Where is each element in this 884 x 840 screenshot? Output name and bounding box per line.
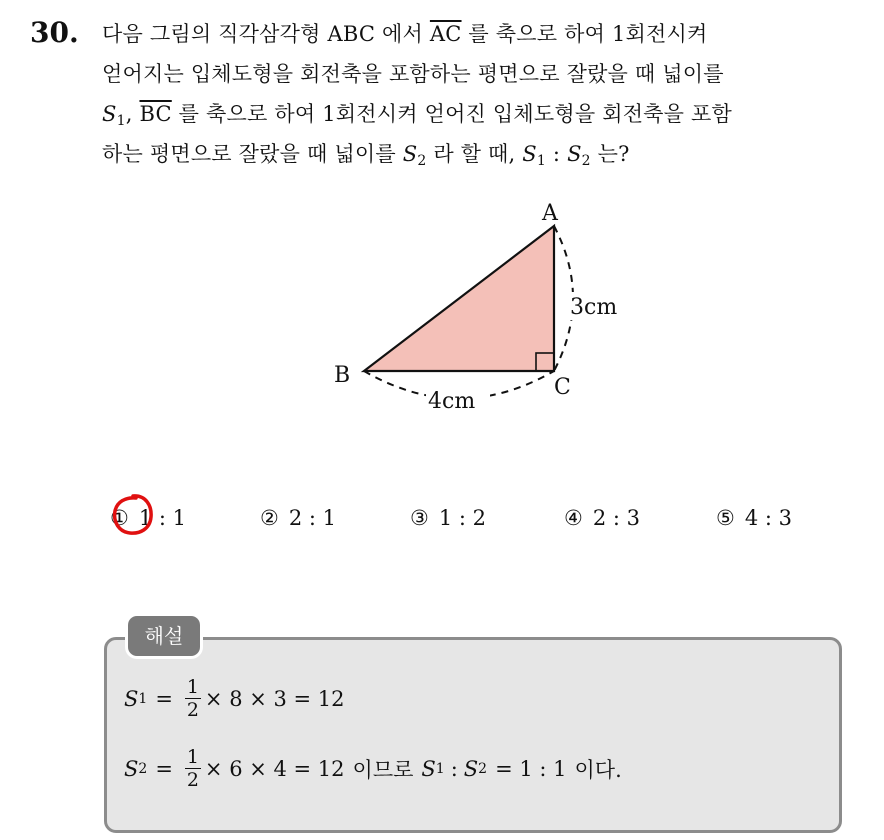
- segment-bc: $\overline{BC}$: [139, 102, 172, 126]
- label-a: A: [542, 201, 558, 226]
- label-c: C: [554, 375, 571, 400]
- answer-circle-icon: [110, 492, 156, 538]
- triangle-abc: [364, 226, 554, 371]
- question-line-3: $S_1$, $\overline{BC}$ 를 축으로 하여 1회전시켜 얻어진 입체도형을 회전축을 포함: [102, 102, 733, 129]
- choice-2[interactable]: ② 2 : 1: [260, 506, 336, 530]
- question-text: [102, 14, 872, 174]
- triangle-figure: [330, 188, 650, 418]
- answer-choices: [100, 500, 860, 540]
- choice-4[interactable]: ④ 2 : 3: [564, 506, 640, 530]
- question-number: 30.: [30, 16, 79, 49]
- solution-tag: 해설: [128, 616, 200, 656]
- question-line-4: 하는 평면으로 잘랐을 때 넓이를 $S_2$ 라 할 때, $S_1$ : $S_2$ 는?: [102, 142, 630, 169]
- choice-5[interactable]: ⑤ 4 : 3: [716, 506, 792, 530]
- fraction-one-half-2: $\frac{1}{2}$: [186, 746, 199, 791]
- problem-statement: [0, 0, 884, 190]
- solution-line-1: S 1 = $\frac{1}{2}$ × 8 × 3 = 12: [124, 676, 345, 721]
- question-line-1: 다음 그림의 직각삼각형 ABC 에서 $\overline{AC}$ 를 축으로 하여 1회전시켜: [102, 22, 708, 46]
- solution-box: [104, 637, 842, 833]
- label-b: B: [334, 363, 351, 388]
- label-side-bc: 4cm: [428, 389, 476, 414]
- solution-line-2: S 2 = $\frac{1}{2}$ × 6 × 4 = 12 이므로 S 1 : S 2 = 1 : 1 이다.: [124, 746, 622, 791]
- label-side-ac: 3cm: [570, 295, 618, 320]
- question-line-2: 얻어지는 입체도형을 회전축을 포함하는 평면으로 잘랐을 때 넓이를: [102, 62, 724, 86]
- choice-1[interactable]: ① 1 : 1: [110, 500, 186, 536]
- segment-ac: $\overline{AC}$: [429, 22, 462, 46]
- fraction-one-half: $\frac{1}{2}$: [186, 676, 199, 721]
- choice-3[interactable]: ③ 1 : 2: [410, 506, 486, 530]
